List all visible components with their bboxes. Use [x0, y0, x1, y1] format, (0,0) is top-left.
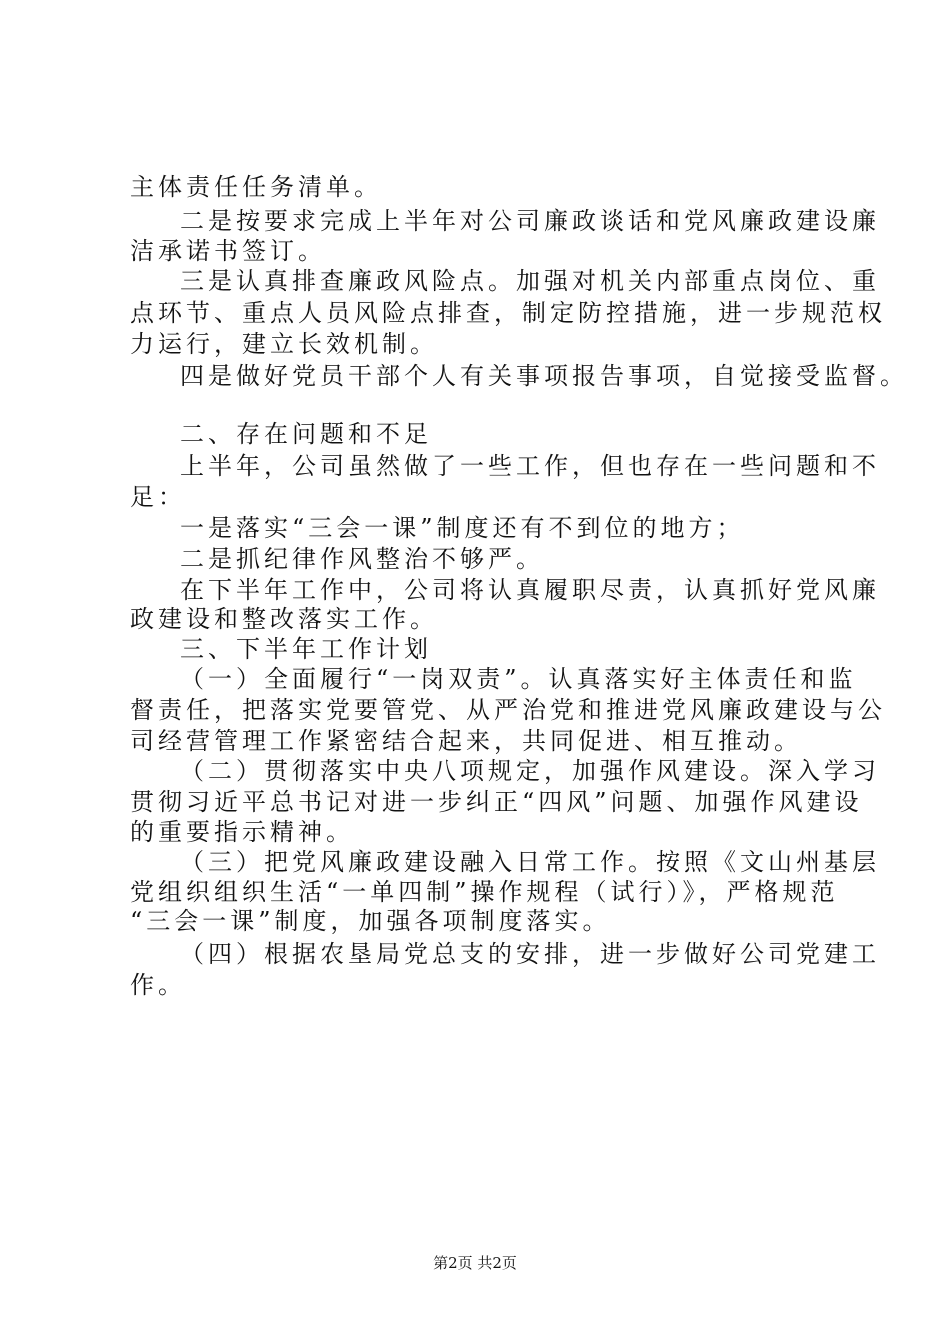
text-line: 足： — [130, 483, 186, 511]
text-line: 点环节、重点人员风险点排查，制定防控措施，进一步规范权 — [130, 299, 886, 327]
text-line: 力运行，建立长效机制。 — [130, 330, 438, 358]
text-line: 督责任，把落实党要管党、从严治党和推进党风廉政建设与公 — [130, 696, 886, 724]
text-line: （三）把党风廉政建设融入日常工作。按照《文山州基层 — [180, 848, 880, 876]
text-line: 在下半年工作中，公司将认真履职尽责，认真抓好党风廉 — [180, 576, 880, 604]
text-line: 主体责任任务清单。 — [130, 173, 382, 201]
page-number-footer: 第2页 共2页 — [433, 1254, 517, 1272]
text-line: 政建设和整改落实工作。 — [130, 605, 438, 633]
text-line: （二）贯彻落实中央八项规定，加强作风建设。深入学习 — [180, 757, 880, 785]
section-heading: 三、下半年工作计划 — [180, 635, 432, 663]
text-line: 二是抓纪律作风整治不够严。 — [180, 545, 544, 573]
text-line: （四）根据农垦局党总支的安排，进一步做好公司党建工 — [180, 940, 880, 968]
text-line: 三是认真排查廉政风险点。加强对机关内部重点岗位、重 — [180, 267, 880, 295]
text-line: （一）全面履行“一岗双责”。认真落实好主体责任和监 — [180, 665, 857, 693]
text-line: 上半年，公司虽然做了一些工作，但也存在一些问题和不 — [180, 452, 880, 480]
text-line: 作。 — [130, 971, 186, 999]
text-line: 四是做好党员干部个人有关事项报告事项，自觉接受监督。 — [180, 362, 908, 390]
section-heading: 二、存在问题和不足 — [180, 420, 432, 448]
text-line: 贯彻习近平总书记对进一步纠正“四风”问题、加强作风建设 — [130, 788, 863, 816]
text-line: 一是落实“三会一课”制度还有不到位的地方； — [180, 514, 745, 542]
text-line: “三会一课”制度，加强各项制度落实。 — [130, 907, 611, 935]
text-line: 党组织组织生活“一单四制”操作规程（试行）》，严格规范 — [130, 878, 839, 906]
text-line: 司经营管理工作紧密结合起来，共同促进、相互推动。 — [130, 727, 802, 755]
text-line: 的重要指示精神。 — [130, 818, 354, 846]
text-line: 二是按要求完成上半年对公司廉政谈话和党风廉政建设廉 — [180, 207, 880, 235]
text-line: 洁承诺书签订。 — [130, 237, 326, 265]
